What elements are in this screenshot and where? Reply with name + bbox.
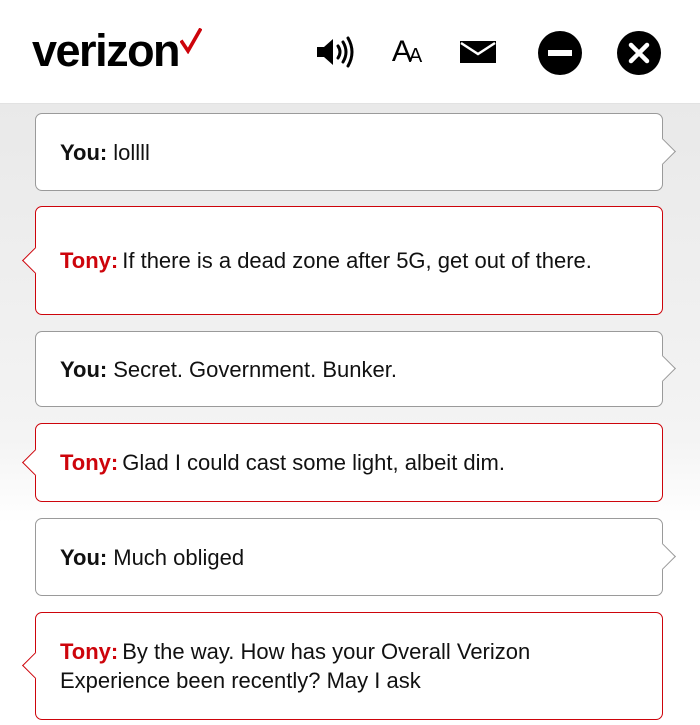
- sender-label: Tony:: [60, 248, 119, 273]
- sender-label: You:: [60, 544, 108, 570]
- verizon-logo: [32, 26, 202, 76]
- chat-transcript[interactable]: [0, 103, 700, 725]
- sender-label: Tony:: [60, 639, 119, 664]
- user-message: [35, 113, 663, 191]
- minimize-icon: [537, 30, 583, 76]
- envelope-icon: [458, 38, 498, 66]
- sender-label: You:: [60, 356, 108, 382]
- close-icon: [616, 30, 662, 76]
- message-text: Much obliged: [113, 544, 245, 570]
- speaker-volume-icon: [314, 35, 356, 69]
- sender-label: Tony:: [60, 450, 119, 475]
- message-text: lollll: [113, 139, 150, 165]
- message-text: Secret. Government. Bunker.: [113, 356, 397, 382]
- chat-header: [0, 0, 700, 104]
- email-transcript-button[interactable]: [456, 30, 500, 74]
- text-size-icon: A A: [391, 35, 423, 68]
- logo-wordmark: verizon: [32, 25, 180, 76]
- close-button[interactable]: [616, 30, 662, 76]
- agent-message: [35, 612, 663, 720]
- text-size-button[interactable]: [383, 30, 431, 74]
- sender-label: You:: [60, 139, 108, 165]
- agent-message: [35, 206, 663, 315]
- user-message: [35, 331, 663, 407]
- message-text: By the way. How has your Overall Verizon Experience been recently? May I ask: [60, 639, 531, 693]
- message-text: Glad I could cast some light, albeit dim.: [122, 450, 505, 475]
- checkmark-icon: [180, 28, 202, 54]
- message-text: If there is a dead zone after 5G, get out of there.: [122, 248, 592, 273]
- agent-message: [35, 423, 663, 502]
- user-message: [35, 518, 663, 596]
- minimize-button[interactable]: [537, 30, 583, 76]
- sound-toggle-button[interactable]: [312, 30, 358, 74]
